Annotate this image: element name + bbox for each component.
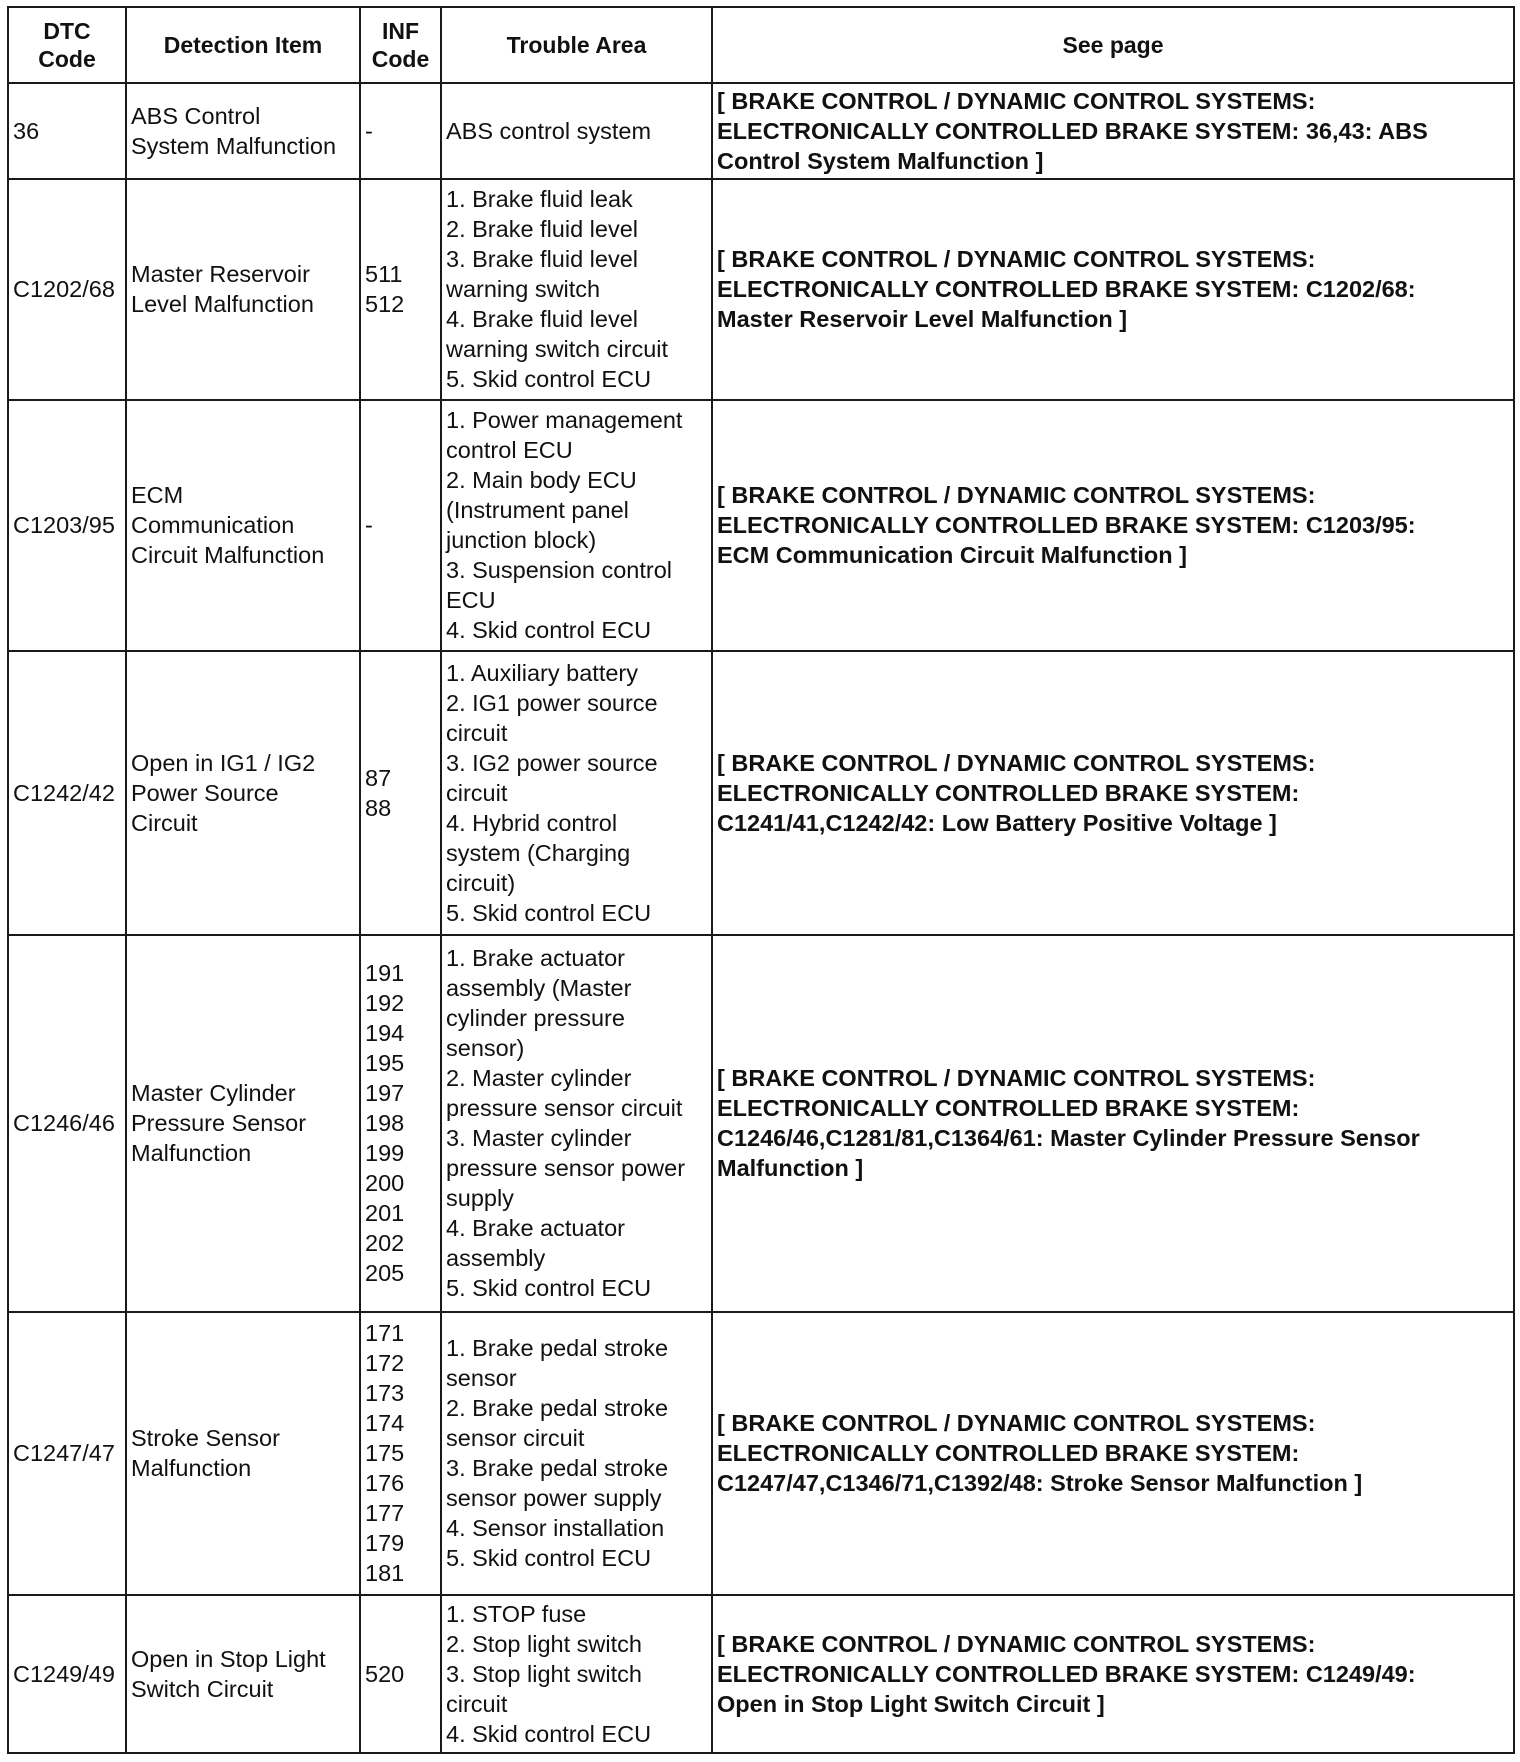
trouble-area-cell bbox=[441, 651, 712, 934]
dtc-document bbox=[7, 6, 1513, 1754]
detection-item-line: Communication bbox=[131, 512, 295, 539]
see-page-line: ELECTRONICALLY CONTROLLED BRAKE SYSTEM: bbox=[717, 780, 1300, 807]
see-page-line: [ BRAKE CONTROL / DYNAMIC CONTROL SYSTEMS: bbox=[717, 750, 1316, 777]
trouble-area-line: 4. Skid control ECU bbox=[446, 617, 652, 644]
trouble-area-line: 2. Stop light switch bbox=[446, 1630, 642, 1657]
inf-code-line: 191 bbox=[365, 960, 405, 987]
trouble-area-cell bbox=[441, 1595, 712, 1753]
trouble-area-line: 2. Brake pedal stroke bbox=[446, 1395, 669, 1422]
see-page-cell bbox=[712, 651, 1514, 934]
trouble-area-line: sensor bbox=[446, 1365, 517, 1392]
trouble-area-line: warning switch circuit bbox=[446, 336, 669, 363]
see-page-line: [ BRAKE CONTROL / DYNAMIC CONTROL SYSTEMS: bbox=[717, 246, 1316, 273]
trouble-area-cell bbox=[441, 935, 712, 1312]
dtc-table-body bbox=[8, 83, 1514, 1753]
dtc-code-cell: C1242/42 bbox=[8, 651, 126, 934]
table-row bbox=[8, 179, 1514, 400]
see-page-line: ECM Communication Circuit Malfunction ] bbox=[717, 542, 1187, 569]
see-page-line: C1246/46,C1281/81,C1364/61: Master Cylinder Pressure Sensor bbox=[717, 1125, 1420, 1152]
see-page-line: ELECTRONICALLY CONTROLLED BRAKE SYSTEM: bbox=[717, 1095, 1300, 1122]
dtc-code-cell: C1246/46 bbox=[8, 935, 126, 1312]
trouble-area-line: ECU bbox=[446, 587, 496, 614]
inf-code-line: 198 bbox=[365, 1110, 405, 1137]
trouble-area-line: junction block) bbox=[446, 527, 597, 554]
trouble-area-cell bbox=[441, 400, 712, 652]
trouble-area-line: sensor) bbox=[446, 1035, 525, 1062]
inf-code-line: 199 bbox=[365, 1140, 405, 1167]
dtc-code-cell: C1249/49 bbox=[8, 1595, 126, 1753]
inf-code-line: 201 bbox=[365, 1200, 405, 1227]
table-row bbox=[8, 83, 1514, 179]
see-page-line: Master Reservoir Level Malfunction ] bbox=[717, 306, 1128, 333]
trouble-area-line: 1. STOP fuse bbox=[446, 1600, 587, 1627]
header-dtc-code: DTC Code bbox=[8, 7, 126, 83]
trouble-area-line: circuit bbox=[446, 1690, 508, 1717]
see-page-cell bbox=[712, 83, 1514, 179]
see-page-line: [ BRAKE CONTROL / DYNAMIC CONTROL SYSTEMS: bbox=[717, 1630, 1316, 1657]
see-page-line: ELECTRONICALLY CONTROLLED BRAKE SYSTEM: 36,43: ABS bbox=[717, 117, 1428, 144]
table-row bbox=[8, 935, 1514, 1312]
see-page-cell bbox=[712, 1312, 1514, 1595]
header-inf-code: INF Code bbox=[360, 7, 441, 83]
inf-code-line: 192 bbox=[365, 990, 405, 1017]
trouble-area-line: 3. IG2 power source bbox=[446, 750, 658, 777]
trouble-area-line: 4. Skid control ECU bbox=[446, 1720, 652, 1747]
trouble-area-line: 5. Skid control ECU bbox=[446, 1545, 652, 1572]
detection-item-cell bbox=[126, 1312, 360, 1595]
detection-item-cell bbox=[126, 1595, 360, 1753]
header-detection-item: Detection Item bbox=[126, 7, 360, 83]
detection-item-line: Malfunction bbox=[131, 1455, 252, 1482]
detection-item-cell bbox=[126, 400, 360, 652]
see-page-cell bbox=[712, 400, 1514, 652]
trouble-area-line: 1. Power management bbox=[446, 407, 683, 434]
inf-code-cell bbox=[360, 935, 441, 1312]
dtc-code-cell: 36 bbox=[8, 83, 126, 179]
trouble-area-line: 3. Suspension control bbox=[446, 557, 673, 584]
trouble-area-line: circuit bbox=[446, 720, 508, 747]
inf-code-line: - bbox=[365, 512, 373, 539]
inf-code-line: 197 bbox=[365, 1080, 405, 1107]
trouble-area-line: system (Charging bbox=[446, 840, 631, 867]
inf-code-line: 511 bbox=[365, 261, 403, 288]
detection-item-cell bbox=[126, 83, 360, 179]
inf-code-line: 171 bbox=[365, 1320, 405, 1347]
see-page-line: Open in Stop Light Switch Circuit ] bbox=[717, 1690, 1105, 1717]
table-row bbox=[8, 1595, 1514, 1753]
see-page-line: Control System Malfunction ] bbox=[717, 147, 1044, 174]
inf-code-line: 179 bbox=[365, 1530, 405, 1557]
trouble-area-line: 2. IG1 power source bbox=[446, 690, 658, 717]
inf-code-line: 173 bbox=[365, 1380, 405, 1407]
detection-item-line: Stroke Sensor bbox=[131, 1425, 280, 1452]
detection-item-cell bbox=[126, 651, 360, 934]
trouble-area-line: warning switch bbox=[446, 276, 601, 303]
inf-code-line: 512 bbox=[365, 291, 405, 318]
trouble-area-line: 3. Master cylinder bbox=[446, 1125, 632, 1152]
trouble-area-line: 4. Brake fluid level bbox=[446, 306, 639, 333]
trouble-area-line: 5. Skid control ECU bbox=[446, 1275, 652, 1302]
detection-item-line: ABS Control bbox=[131, 102, 261, 129]
inf-code-cell bbox=[360, 400, 441, 652]
see-page-line: ELECTRONICALLY CONTROLLED BRAKE SYSTEM: C1203/95: bbox=[717, 512, 1416, 539]
trouble-area-line: assembly bbox=[446, 1245, 546, 1272]
see-page-cell bbox=[712, 1595, 1514, 1753]
detection-item-line: Malfunction bbox=[131, 1140, 252, 1167]
inf-code-line: 194 bbox=[365, 1020, 405, 1047]
detection-item-line: Master Cylinder bbox=[131, 1080, 296, 1107]
trouble-area-line: 5. Skid control ECU bbox=[446, 900, 652, 927]
detection-item-line: Switch Circuit bbox=[131, 1675, 274, 1702]
trouble-area-line: pressure sensor power bbox=[446, 1155, 686, 1182]
detection-item-line: Pressure Sensor bbox=[131, 1110, 307, 1137]
inf-code-line: 175 bbox=[365, 1440, 405, 1467]
dtc-code-cell: C1247/47 bbox=[8, 1312, 126, 1595]
see-page-line: [ BRAKE CONTROL / DYNAMIC CONTROL SYSTEMS: bbox=[717, 1065, 1316, 1092]
inf-code-line: 174 bbox=[365, 1410, 405, 1437]
trouble-area-line: 2. Brake fluid level bbox=[446, 216, 639, 243]
trouble-area-line: sensor power supply bbox=[446, 1485, 662, 1512]
trouble-area-cell bbox=[441, 179, 712, 400]
trouble-area-line: 4. Sensor installation bbox=[446, 1515, 665, 1542]
detection-item-line: Power Source bbox=[131, 780, 279, 807]
detection-item-line: Master Reservoir bbox=[131, 261, 310, 288]
inf-code-cell bbox=[360, 83, 441, 179]
trouble-area-line: supply bbox=[446, 1185, 514, 1212]
dtc-table bbox=[7, 6, 1515, 1754]
inf-code-line: 202 bbox=[365, 1230, 405, 1257]
trouble-area-line: 1. Brake actuator bbox=[446, 945, 625, 972]
trouble-area-cell bbox=[441, 1312, 712, 1595]
trouble-area-line: assembly (Master bbox=[446, 975, 632, 1002]
see-page-line: ELECTRONICALLY CONTROLLED BRAKE SYSTEM: bbox=[717, 1440, 1300, 1467]
inf-code-line: 205 bbox=[365, 1260, 405, 1287]
header-row bbox=[8, 7, 1514, 83]
trouble-area-line: ABS control system bbox=[446, 117, 652, 144]
detection-item-line: Open in IG1 / IG2 bbox=[131, 750, 316, 777]
detection-item-line: Circuit bbox=[131, 810, 198, 837]
detection-item-line: Circuit Malfunction bbox=[131, 542, 325, 569]
trouble-area-line: (Instrument panel bbox=[446, 497, 629, 524]
inf-code-line: 520 bbox=[365, 1660, 405, 1687]
inf-code-line: 200 bbox=[365, 1170, 405, 1197]
dtc-code-cell: C1203/95 bbox=[8, 400, 126, 652]
see-page-line: C1241/41,C1242/42: Low Battery Positive Voltage ] bbox=[717, 810, 1277, 837]
inf-code-line: - bbox=[365, 117, 373, 144]
inf-code-cell bbox=[360, 1312, 441, 1595]
inf-code-cell bbox=[360, 651, 441, 934]
see-page-line: C1247/47,C1346/71,C1392/48: Stroke Sensor Malfunction ] bbox=[717, 1470, 1363, 1497]
table-row bbox=[8, 651, 1514, 934]
detection-item-line: Open in Stop Light bbox=[131, 1645, 326, 1672]
see-page-line: [ BRAKE CONTROL / DYNAMIC CONTROL SYSTEMS: bbox=[717, 1410, 1316, 1437]
trouble-area-line: circuit bbox=[446, 780, 508, 807]
inf-code-line: 195 bbox=[365, 1050, 405, 1077]
trouble-area-line: 4. Hybrid control bbox=[446, 810, 618, 837]
table-row bbox=[8, 400, 1514, 652]
inf-code-line: 176 bbox=[365, 1470, 405, 1497]
inf-code-line: 172 bbox=[365, 1350, 405, 1377]
trouble-area-line: pressure sensor circuit bbox=[446, 1095, 683, 1122]
detection-item-line: ECM bbox=[131, 482, 184, 509]
header-trouble-area: Trouble Area bbox=[441, 7, 712, 83]
detection-item-line: System Malfunction bbox=[131, 132, 337, 159]
header-see-page: See page bbox=[712, 7, 1514, 83]
trouble-area-line: cylinder pressure bbox=[446, 1005, 625, 1032]
see-page-line: ELECTRONICALLY CONTROLLED BRAKE SYSTEM: C1249/49: bbox=[717, 1660, 1416, 1687]
trouble-area-line: 1. Brake pedal stroke bbox=[446, 1335, 669, 1362]
see-page-line: [ BRAKE CONTROL / DYNAMIC CONTROL SYSTEMS: bbox=[717, 482, 1316, 509]
dtc-code-cell: C1202/68 bbox=[8, 179, 126, 400]
see-page-cell bbox=[712, 179, 1514, 400]
trouble-area-line: 3. Stop light switch bbox=[446, 1660, 642, 1687]
inf-code-line: 181 bbox=[365, 1560, 405, 1587]
trouble-area-line: 2. Main body ECU bbox=[446, 467, 637, 494]
see-page-line: Malfunction ] bbox=[717, 1155, 864, 1182]
inf-code-cell bbox=[360, 1595, 441, 1753]
trouble-area-line: 1. Brake fluid leak bbox=[446, 186, 633, 213]
inf-code-line: 177 bbox=[365, 1500, 405, 1527]
detection-item-line: Level Malfunction bbox=[131, 291, 314, 318]
trouble-area-line: 2. Master cylinder bbox=[446, 1065, 632, 1092]
trouble-area-line: sensor circuit bbox=[446, 1425, 585, 1452]
trouble-area-line: 3. Brake pedal stroke bbox=[446, 1455, 669, 1482]
see-page-cell bbox=[712, 935, 1514, 1312]
inf-code-line: 87 bbox=[365, 765, 392, 792]
trouble-area-line: 5. Skid control ECU bbox=[446, 366, 652, 393]
inf-code-cell bbox=[360, 179, 441, 400]
detection-item-cell bbox=[126, 935, 360, 1312]
trouble-area-cell bbox=[441, 83, 712, 179]
trouble-area-line: 4. Brake actuator bbox=[446, 1215, 625, 1242]
trouble-area-line: 3. Brake fluid level bbox=[446, 246, 639, 273]
trouble-area-line: control ECU bbox=[446, 437, 573, 464]
see-page-line: ELECTRONICALLY CONTROLLED BRAKE SYSTEM: C1202/68: bbox=[717, 276, 1416, 303]
table-row bbox=[8, 1312, 1514, 1595]
see-page-line: [ BRAKE CONTROL / DYNAMIC CONTROL SYSTEMS: bbox=[717, 87, 1316, 114]
detection-item-cell bbox=[126, 179, 360, 400]
trouble-area-line: circuit) bbox=[446, 870, 516, 897]
inf-code-line: 88 bbox=[365, 795, 392, 822]
trouble-area-line: 1. Auxiliary battery bbox=[446, 660, 639, 687]
